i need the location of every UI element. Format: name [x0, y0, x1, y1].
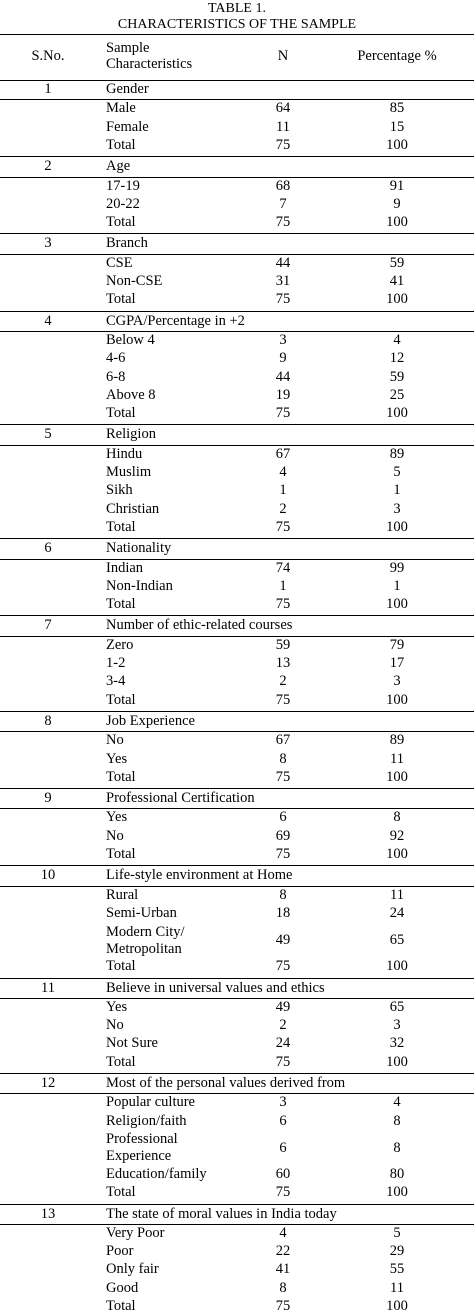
- group-separator-rule: [0, 865, 474, 866]
- group-sno: 11: [41, 979, 55, 996]
- group-separator-rule: [0, 156, 474, 157]
- table-row: [0, 291, 474, 309]
- group-title-row: [0, 980, 474, 998]
- table-row: [0, 655, 474, 673]
- row-n: 24: [275, 1035, 291, 1052]
- row-label: Total: [106, 214, 136, 231]
- header-sno: S.No.: [31, 48, 65, 64]
- group-title: The state of moral values in India today: [106, 1205, 337, 1222]
- table-top-rule: [0, 34, 474, 35]
- row-label: Total: [106, 405, 136, 422]
- row-n: 8: [279, 750, 287, 767]
- group-sno: 5: [44, 426, 52, 443]
- row-n: 4: [279, 1224, 287, 1241]
- group-sno: 1: [44, 81, 52, 97]
- row-percentage: 29: [389, 1243, 405, 1260]
- row-n: 75: [275, 691, 291, 708]
- group-title: Believe in universal values and ethics: [106, 979, 325, 996]
- row-n: 8: [279, 886, 287, 903]
- row-label: Non-Indian: [106, 577, 173, 594]
- row-label-line: Metropolitan: [106, 940, 182, 957]
- row-n: 8: [279, 1279, 287, 1296]
- group-separator-rule: [0, 788, 474, 789]
- row-n: 49: [275, 998, 291, 1015]
- table-row: [0, 999, 474, 1017]
- header-characteristics-line: Sample: [106, 40, 150, 56]
- row-label: Total: [106, 596, 136, 613]
- table-row: [0, 196, 474, 214]
- row-label: Total: [106, 958, 136, 975]
- group-separator-rule: [0, 311, 474, 312]
- row-label: Total: [106, 136, 136, 153]
- table-row: [0, 482, 474, 500]
- row-label: 6-8: [106, 368, 126, 385]
- row-percentage: 100: [386, 691, 408, 708]
- table-row: [0, 369, 474, 387]
- table-row: [0, 273, 474, 291]
- table-row: [0, 519, 474, 537]
- row-percentage: 65: [389, 998, 405, 1015]
- row-label: Religion/faith: [106, 1112, 187, 1129]
- row-percentage: 59: [389, 254, 405, 271]
- row-n: 68: [275, 177, 291, 194]
- row-label: Below 4: [106, 331, 155, 348]
- group-title: Life-style environment at Home: [106, 867, 293, 884]
- row-n: 75: [275, 1053, 291, 1070]
- row-label: Male: [106, 100, 136, 117]
- row-percentage: 55: [389, 1261, 405, 1278]
- table-row: [0, 846, 474, 864]
- row-label: Only fair: [106, 1261, 159, 1278]
- table-row: [0, 350, 474, 368]
- row-percentage: 8: [393, 809, 401, 826]
- row-percentage: 11: [390, 1279, 404, 1296]
- table-row: [0, 578, 474, 596]
- table-row: [0, 1113, 474, 1131]
- group-title-row: [0, 235, 474, 253]
- row-label: CSE: [106, 254, 133, 271]
- row-percentage: 11: [390, 750, 404, 767]
- row-percentage: 5: [393, 1224, 401, 1241]
- table-row: [0, 1298, 474, 1316]
- row-label: Yes: [106, 809, 128, 826]
- row-percentage: 92: [389, 827, 405, 844]
- row-n: 67: [275, 732, 291, 749]
- row-n: 44: [275, 368, 291, 385]
- row-percentage: 8: [393, 1139, 401, 1156]
- group-title: CGPA/Percentage in +2: [106, 312, 245, 329]
- table-row: [0, 332, 474, 350]
- row-percentage: 89: [389, 732, 405, 749]
- row-n: 69: [275, 827, 291, 844]
- group-title-row: [0, 1075, 474, 1093]
- row-percentage: 11: [390, 886, 404, 903]
- table-title: CHARACTERISTICS OF THE SAMPLE: [117, 17, 357, 32]
- row-percentage: 1: [393, 577, 401, 594]
- row-n: 2: [279, 500, 287, 517]
- group-title: Branch: [106, 235, 148, 252]
- row-label: Total: [106, 846, 136, 862]
- row-percentage: 4: [393, 331, 401, 348]
- table-row: [0, 769, 474, 787]
- group-separator-rule: [0, 1204, 474, 1205]
- row-n: 75: [275, 1184, 291, 1201]
- table-row: [0, 673, 474, 691]
- row-n: 1: [279, 577, 287, 594]
- row-n: 64: [275, 100, 291, 117]
- row-label: Total: [106, 768, 136, 785]
- group-title: Job Experience: [106, 712, 195, 729]
- row-percentage: 8: [393, 1112, 401, 1129]
- table-row: [0, 501, 474, 519]
- row-n: 60: [275, 1165, 291, 1182]
- group-title-row: [0, 426, 474, 444]
- group-sno: 8: [44, 712, 52, 729]
- row-n: 74: [275, 559, 291, 576]
- group-separator-rule: [0, 424, 474, 425]
- table-row: [0, 405, 474, 423]
- row-n: 19: [275, 386, 291, 403]
- group-title: Professional Certification: [106, 790, 255, 807]
- row-percentage: 15: [389, 118, 405, 135]
- row-percentage: 100: [386, 1298, 408, 1314]
- row-n: 75: [275, 136, 291, 153]
- row-n: 2: [279, 1017, 287, 1034]
- row-n: 7: [279, 195, 287, 212]
- row-n: 75: [275, 214, 291, 231]
- row-n: 75: [275, 1298, 291, 1314]
- table-row: [0, 887, 474, 905]
- group-sno: 3: [44, 235, 52, 252]
- row-label: Yes: [106, 998, 128, 1015]
- row-label: Female: [106, 118, 149, 135]
- header-characteristics: [106, 40, 356, 72]
- group-sno: 10: [40, 867, 56, 884]
- row-label-line: Modern City/: [106, 923, 185, 940]
- row-label: Muslim: [106, 464, 152, 480]
- row-n: 22: [275, 1243, 291, 1260]
- row-label: 20-22: [106, 195, 140, 212]
- group-sno: 12: [40, 1075, 56, 1091]
- row-label: Popular culture: [106, 1094, 195, 1111]
- table-row: [0, 100, 474, 118]
- row-label: Total: [106, 1053, 136, 1070]
- row-n: 75: [275, 768, 291, 785]
- row-n: 75: [275, 846, 291, 862]
- group-separator-rule: [0, 615, 474, 616]
- group-title: Number of ethic-related courses: [106, 617, 293, 634]
- row-label: 17-19: [106, 177, 140, 194]
- row-label: [106, 924, 356, 958]
- group-separator-rule: [0, 1073, 474, 1074]
- group-title-row: [0, 1206, 474, 1224]
- row-label: Hindu: [106, 445, 143, 462]
- row-label: Non-CSE: [106, 273, 163, 289]
- row-label: Total: [106, 1184, 136, 1201]
- table-row: [0, 1261, 474, 1279]
- row-n: 2: [279, 673, 287, 690]
- row-n: 59: [275, 636, 291, 653]
- row-n: 3: [279, 331, 287, 348]
- row-n: 67: [275, 445, 291, 462]
- row-label: Total: [106, 1298, 136, 1314]
- group-title-row: [0, 617, 474, 635]
- row-label: No: [106, 1017, 124, 1034]
- row-percentage: 99: [389, 559, 405, 576]
- row-n: 6: [279, 809, 287, 826]
- table-row: [0, 828, 474, 846]
- row-percentage: 3: [393, 500, 401, 517]
- row-percentage: 100: [386, 136, 408, 153]
- table-row: [0, 387, 474, 405]
- table-row: [0, 1184, 474, 1202]
- group-title-row: [0, 313, 474, 331]
- row-percentage: 80: [389, 1165, 405, 1182]
- header-n: N: [277, 48, 289, 64]
- row-percentage: 9: [393, 195, 401, 212]
- group-separator-rule: [0, 978, 474, 979]
- row-percentage: 41: [389, 273, 405, 289]
- row-percentage: 85: [389, 100, 405, 117]
- row-label: Not Sure: [106, 1035, 158, 1052]
- row-percentage: 32: [389, 1035, 405, 1052]
- table-row: [0, 637, 474, 655]
- table-row: [0, 255, 474, 273]
- row-percentage: 89: [389, 445, 405, 462]
- row-label: Education/family: [106, 1165, 207, 1182]
- row-n: 18: [275, 904, 291, 921]
- row-percentage: 100: [386, 214, 408, 231]
- group-separator-rule: [0, 711, 474, 712]
- row-n: 13: [275, 655, 291, 671]
- row-n: 31: [275, 273, 291, 289]
- row-percentage: 12: [389, 350, 405, 367]
- row-percentage: 5: [393, 464, 401, 480]
- table-row: [0, 446, 474, 464]
- row-label: Total: [106, 518, 136, 535]
- table-row: [0, 1054, 474, 1072]
- row-label-line: Experience: [106, 1148, 172, 1165]
- row-label: Zero: [106, 636, 134, 653]
- row-percentage: 24: [389, 904, 405, 921]
- group-title-row: [0, 790, 474, 808]
- group-sno: 13: [40, 1205, 56, 1222]
- table-row: [0, 751, 474, 769]
- table-row: [0, 119, 474, 137]
- table-label: TABLE 1.: [208, 1, 266, 16]
- header-characteristics-line: Characteristics: [106, 56, 193, 72]
- row-percentage: 100: [386, 291, 408, 308]
- row-label: Sikh: [106, 482, 133, 499]
- group-title-row: [0, 713, 474, 731]
- row-label: 1-2: [106, 655, 126, 671]
- row-n: 11: [276, 118, 290, 135]
- row-label: 3-4: [106, 673, 126, 690]
- table-row: [0, 596, 474, 614]
- table-row: [0, 464, 474, 482]
- row-label: Total: [106, 291, 136, 308]
- row-n: 75: [275, 291, 291, 308]
- row-percentage: 25: [389, 386, 405, 403]
- row-percentage: 91: [389, 177, 405, 194]
- row-percentage: 4: [393, 1094, 401, 1111]
- group-title-row: [0, 81, 474, 99]
- row-label: [106, 1131, 356, 1165]
- row-percentage: 59: [389, 368, 405, 385]
- row-n: 75: [275, 596, 291, 613]
- table-header: [0, 39, 474, 74]
- group-sno: 4: [44, 312, 52, 329]
- row-n: 1: [279, 482, 287, 499]
- row-label: 4-6: [106, 350, 126, 367]
- table-row: [0, 1017, 474, 1035]
- table-row: [0, 809, 474, 827]
- row-n: 4: [279, 464, 287, 480]
- group-title: Most of the personal values derived from: [106, 1075, 346, 1091]
- row-n: 6: [279, 1112, 287, 1129]
- table-row: [0, 214, 474, 232]
- header-percentage: Percentage %: [357, 48, 437, 64]
- row-percentage: 3: [393, 673, 401, 690]
- row-label: Rural: [106, 886, 139, 903]
- row-percentage: 1: [393, 482, 401, 499]
- row-n: 9: [279, 350, 287, 367]
- table-row: [0, 1094, 474, 1112]
- group-title-row: [0, 540, 474, 558]
- row-label: Yes: [106, 750, 128, 767]
- row-n: 75: [275, 518, 291, 535]
- table-row: [0, 732, 474, 750]
- row-percentage: 65: [389, 932, 405, 949]
- group-title: Religion: [106, 426, 156, 443]
- row-percentage: 3: [393, 1017, 401, 1034]
- table-row: [0, 1225, 474, 1243]
- group-title: Gender: [106, 81, 149, 97]
- row-n: 44: [275, 254, 291, 271]
- row-percentage: 100: [386, 768, 408, 785]
- group-separator-rule: [0, 233, 474, 234]
- row-percentage: 100: [386, 846, 408, 862]
- table-row: [0, 1131, 474, 1166]
- row-label: Christian: [106, 500, 160, 517]
- table-row: [0, 560, 474, 578]
- group-sno: 7: [44, 617, 52, 634]
- group-title-row: [0, 867, 474, 885]
- row-label: Semi-Urban: [106, 904, 177, 921]
- row-percentage: 100: [386, 958, 408, 975]
- row-label: Above 8: [106, 386, 156, 403]
- row-percentage: 100: [386, 405, 408, 422]
- row-percentage: 100: [386, 1184, 408, 1201]
- table-row: [0, 178, 474, 196]
- group-title: Nationality: [106, 540, 172, 557]
- group-sno: 9: [44, 790, 52, 807]
- row-label: No: [106, 732, 124, 749]
- row-label-line: Professional: [106, 1131, 178, 1148]
- table-row: [0, 958, 474, 976]
- row-n: 3: [279, 1094, 287, 1111]
- group-title: Age: [106, 158, 131, 175]
- table-row: [0, 137, 474, 155]
- row-n: 6: [279, 1139, 287, 1156]
- table-row: [0, 692, 474, 710]
- table-row: [0, 1166, 474, 1184]
- row-n: 75: [275, 405, 291, 422]
- row-label: No: [106, 827, 124, 844]
- row-label: Good: [106, 1279, 139, 1296]
- row-n: 49: [275, 932, 291, 949]
- table-row: [0, 1035, 474, 1053]
- row-label: Very Poor: [106, 1224, 165, 1241]
- row-n: 75: [275, 958, 291, 975]
- row-percentage: 79: [389, 636, 405, 653]
- row-n: 41: [275, 1261, 291, 1278]
- row-percentage: 100: [386, 596, 408, 613]
- table-row: [0, 1280, 474, 1298]
- table-row: [0, 905, 474, 923]
- row-label: Total: [106, 691, 136, 708]
- group-sno: 2: [44, 158, 52, 175]
- row-label: Poor: [106, 1243, 134, 1260]
- group-separator-rule: [0, 538, 474, 539]
- row-percentage: 100: [386, 518, 408, 535]
- row-percentage: 17: [389, 655, 405, 671]
- row-percentage: 100: [386, 1053, 408, 1070]
- table-row: [0, 1243, 474, 1261]
- table-row: [0, 923, 474, 958]
- row-label: Indian: [106, 559, 144, 576]
- group-title-row: [0, 158, 474, 176]
- group-sno: 6: [44, 540, 52, 557]
